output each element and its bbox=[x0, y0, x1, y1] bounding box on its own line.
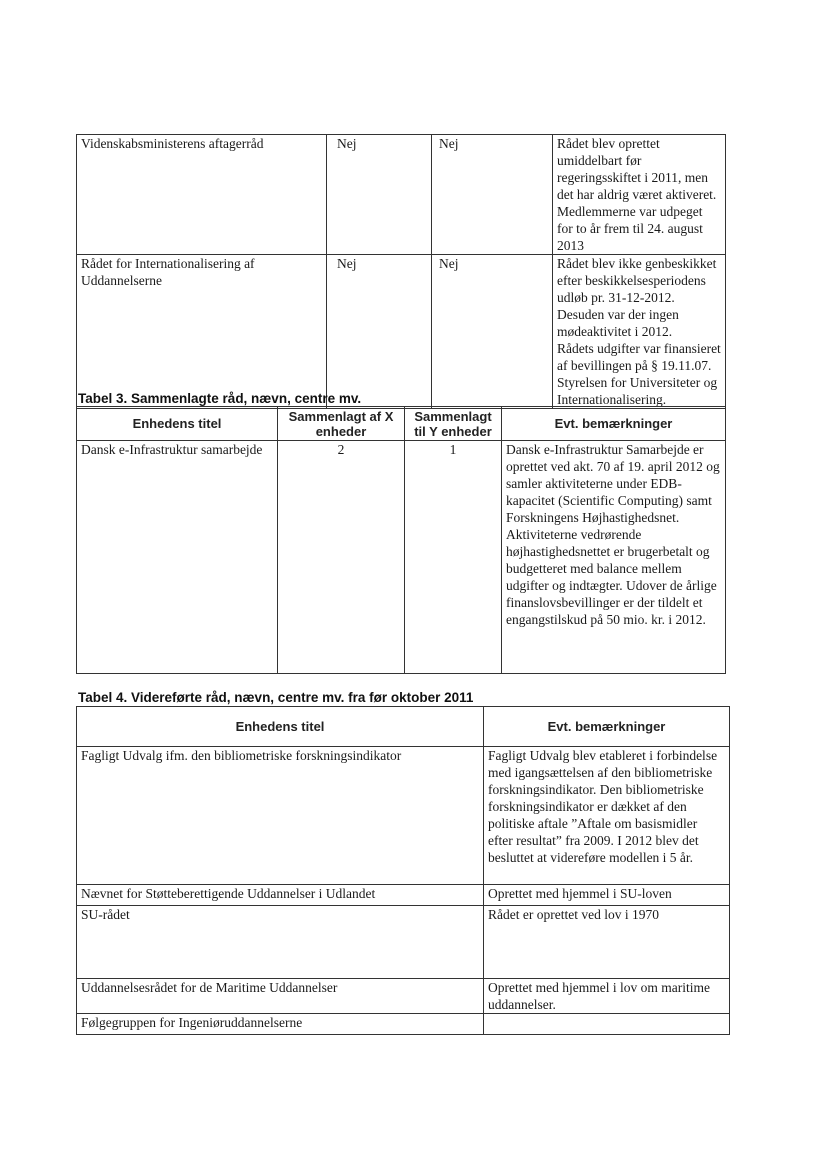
remark-text: Medlemmerne var udpeget for to år frem til 24. august 2013 bbox=[557, 204, 703, 253]
unit-title: Dansk e-Infrastruktur samarbejde bbox=[77, 441, 278, 674]
table-row bbox=[77, 1014, 730, 1035]
column-header: Evt. bemærkninger bbox=[484, 707, 730, 747]
column-header: Sammenlagt til Y enheder bbox=[405, 407, 502, 441]
remarks-cell bbox=[553, 255, 726, 409]
value-cell: Nej bbox=[327, 135, 432, 255]
unit-title: Videnskabsministerens aftagerråd bbox=[77, 135, 327, 255]
merged-into-count: 1 bbox=[405, 441, 502, 674]
table3 bbox=[76, 406, 726, 674]
remarks-cell: Oprettet med hjemmel i lov om maritime uddannelser. bbox=[484, 979, 730, 1014]
remarks-cell bbox=[484, 1014, 730, 1035]
remarks-cell: Rådet er oprettet ved lov i 1970 bbox=[484, 906, 730, 979]
value-cell: Nej bbox=[432, 255, 553, 409]
table4-caption: Tabel 4. Videreførte råd, nævn, centre mv. fra før oktober 2011 bbox=[78, 690, 474, 705]
table4 bbox=[76, 706, 730, 1035]
table-row bbox=[77, 885, 730, 906]
table-row bbox=[77, 255, 726, 409]
column-header: Evt. bemærkninger bbox=[502, 407, 726, 441]
table-row bbox=[77, 441, 726, 674]
table-row bbox=[77, 979, 730, 1014]
remarks-cell bbox=[553, 135, 726, 255]
table-header-row bbox=[77, 707, 730, 747]
table-header-row bbox=[77, 407, 726, 441]
remarks-cell: Fagligt Udvalg blev etableret i forbindelse med igangsættelsen af den bibliometriske forskningsindikator. Den bibliometriske forskningsindikator er dækket af den politiske aftale ”Aftale om basismidler efter resultat” fra 2009. I 2012 blev det besluttet at videreføre modellen i 5 år. bbox=[484, 747, 730, 885]
continued-table bbox=[76, 134, 726, 409]
remarks-cell: Oprettet med hjemmel i SU-loven bbox=[484, 885, 730, 906]
unit-title: Fagligt Udvalg ifm. den bibliometriske forskningsindikator bbox=[77, 747, 484, 885]
value-cell: Nej bbox=[432, 135, 553, 255]
column-header: Sammenlagt af X enheder bbox=[278, 407, 405, 441]
merged-from-count: 2 bbox=[278, 441, 405, 674]
table-row bbox=[77, 135, 726, 255]
table-row bbox=[77, 906, 730, 979]
table3-caption: Tabel 3. Sammenlagte råd, nævn, centre mv. bbox=[78, 391, 362, 406]
value-cell: Nej bbox=[327, 255, 432, 409]
remarks-cell: Dansk e-Infrastruktur Samarbejde er oprettet ved akt. 70 af 19. april 2012 og samler aktiviteterne under EDB-kapacitet (Scientific Computing) samt Forskningens Højhastighedsnet. Aktiviteterne vedrørende højhastighedsnettet er brugerbetalt og budgetteret med balance mellem udgifter og indtægter. Udover de årlige finanslovsbevillinger er der tildelt et engangstilskud på 50 mio. kr. i 2012. bbox=[502, 441, 726, 674]
remark-text: Rådet blev ikke genbeskikket efter beskikkelsesperiodens udløb pr. 31-12-2012. Desuden var der ingen mødeaktivitet i 2012. bbox=[557, 256, 717, 339]
remark-text: Rådets udgifter var finansieret af bevillingen på § 19.11.07. Styrelsen for Universiteter og Internationalisering. bbox=[557, 341, 721, 407]
unit-title: Nævnet for Støtteberettigende Uddannelser i Udlandet bbox=[77, 885, 484, 906]
unit-title: Følgegruppen for Ingeniøruddannelserne bbox=[77, 1014, 484, 1035]
unit-title: Rådet for Internationalisering af Uddannelserne bbox=[77, 255, 327, 409]
column-header: Enhedens titel bbox=[77, 707, 484, 747]
table-row bbox=[77, 747, 730, 885]
unit-title: Uddannelsesrådet for de Maritime Uddannelser bbox=[77, 979, 484, 1014]
unit-title: SU-rådet bbox=[77, 906, 484, 979]
column-header: Enhedens titel bbox=[77, 407, 278, 441]
remark-text: Rådet blev oprettet umiddelbart før regeringsskiftet i 2011, men det har aldrig været aktiveret. bbox=[557, 136, 717, 202]
